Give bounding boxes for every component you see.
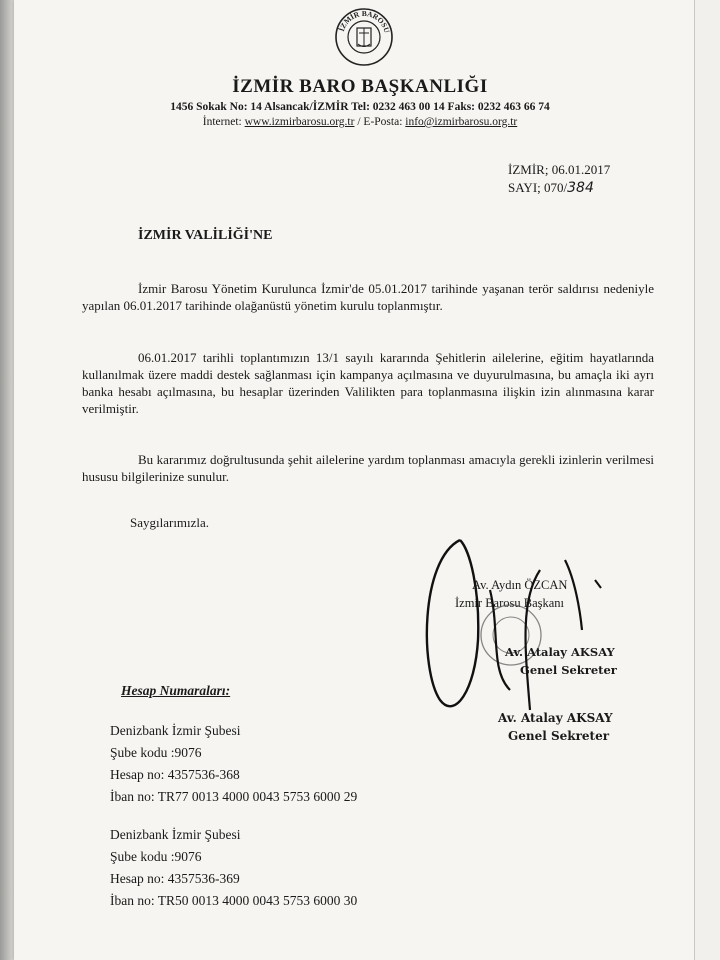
account-2-branch: Şube kodu :9076 [110,849,202,864]
scan-left-edge [0,0,14,960]
account-2-number: Hesap no: 4357536-369 [110,871,240,886]
website-link[interactable]: www.izmirbarosu.org.tr [244,116,355,128]
email-label: E-Posta: [363,116,403,128]
scan-right-edge [694,0,720,960]
paragraph-3: Bu kararımız doğrultusunda şehit ailelerine yardım toplanması amacıyla gerekli izinlerin verilmesi hususu bilgilerinize sunulur. [82,452,654,484]
seal-ring-text: İZMİR BAROSU [336,8,392,34]
letterhead-address: 1456 Sokak No: 14 Alsancak/İZMİR Tel: 0232 463 00 14 Faks: 0232 463 66 74 [170,101,550,113]
signatory-secretary-stamp-name: Av. Atalay AKSAY [505,645,615,659]
letterhead-contact [0,116,720,128]
account-2-iban: İban no: TR50 0013 4000 0043 5753 6000 30 [110,893,358,908]
account-1-branch: Şube kodu :9076 [110,745,202,760]
letterhead-title: İZMİR BARO BAŞKANLIĞI [232,76,488,97]
reference-number [508,180,594,196]
signatory-secretary-name: Av. Atalay AKSAY [498,711,613,725]
email-link[interactable]: info@izmirbarosu.org.tr [405,116,518,128]
internet-label: İnternet: [202,116,242,128]
reference-label: SAYI; 070/ [508,180,568,195]
paragraph-2: 06.01.2017 tarihli toplantımızın 13/1 sayılı kararında Şehitlerin ailelerine, eğitim hayatlarında kullanılmak üzere maddi destek sağlanması için kampanya açılmasına ve duyurulmasına, bu amaçla iki ayrı banka hesabı açılmasına, bu hesaplar üzerinden Valilikten para toplanmasına ilişkin izin alınmasına karar verilmiştir. [82,350,654,416]
paragraph-1: İzmir Barosu Yönetim Kurulunca İzmir'de 05.01.2017 tarihinde yaşanan terör saldırısı nedeniyle yapılan 06.01.2017 tarihinde olağanüstü yönetim kurulu toplanmıştır. [82,281,654,313]
place-date: İZMİR; 06.01.2017 [508,162,611,177]
account-1-iban: İban no: TR77 0013 4000 0043 5753 6000 29 [110,789,358,804]
contact-separator: / [354,116,364,128]
account-1-bank: Denizbank İzmir Şubesi [110,723,241,738]
bar-association-seal-icon [335,8,393,66]
signatory-secretary-role: Genel Sekreter [508,729,610,743]
account-1-number: Hesap no: 4357536-368 [110,767,240,782]
account-2-bank: Denizbank İzmir Şubesi [110,827,241,842]
reference-handwritten-number: 384 [567,180,594,196]
addressee: İZMİR VALİLİĞİ'NE [138,228,273,243]
closing-salutation: Saygılarımızla. [130,515,210,530]
account-1 [110,720,357,808]
signatory-president-role: İzmir Barosu Başkanı [455,596,565,610]
accounts-title: Hesap Numaraları: [121,683,231,698]
account-2 [110,824,357,912]
signatory-president-name: Av. Aydın ÖZCAN [472,578,568,592]
handwritten-signature-icon [400,520,640,720]
signatory-secretary-stamp-role: Genel Sekreter [520,663,617,677]
